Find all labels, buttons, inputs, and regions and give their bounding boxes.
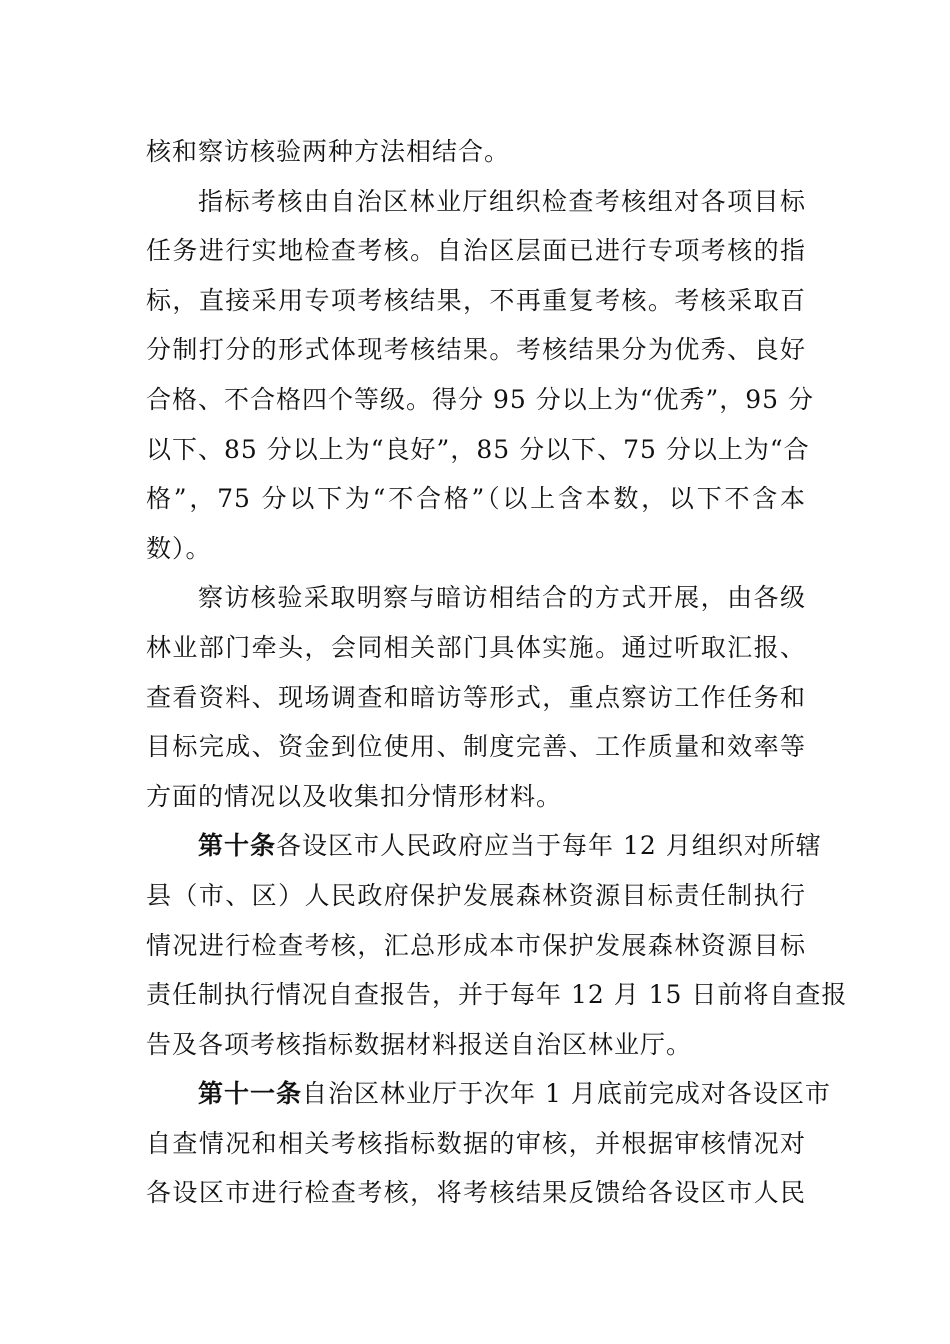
article-text: 自治区林业厅于次年 1 月底前完成对各设区市 xyxy=(302,1079,831,1109)
article-first-line xyxy=(146,1069,831,1119)
body-line: 林业部门牵头，会同相关部门具体实施。通过听取汇报、 xyxy=(146,632,806,662)
body-line: 方面的情况以及收集扣分情形材料。 xyxy=(146,781,563,811)
body-line: 查看资料、现场调查和暗访等形式，重点察访工作任务和 xyxy=(146,682,806,712)
article-text: 各设区市人民政府应当于每年 12 月组织对所辖 xyxy=(276,831,822,861)
document-body xyxy=(146,127,848,1218)
body-line: 合格、不合格四个等级。得分 95 分以上为“优秀”，95 分 xyxy=(146,384,815,414)
body-line: 标，直接采用专项考核结果，不再重复考核。考核采取百 xyxy=(146,285,806,315)
body-line: 县（市、区）人民政府保护发展森林资源目标责任制执行 xyxy=(146,880,806,910)
body-line: 察访核验采取明察与暗访相结合的方式开展，由各级 xyxy=(198,583,806,613)
body-line: 任务进行实地检查考核。自治区层面已进行专项考核的指 xyxy=(146,236,806,266)
body-line: 自查情况和相关考核指标数据的审核，并根据审核情况对 xyxy=(146,1128,806,1158)
body-line: 告及各项考核指标数据材料报送自治区林业厅。 xyxy=(146,1029,693,1059)
body-line: 以下、85 分以上为“良好”，85 分以下、75 分以上为“合 xyxy=(146,434,810,464)
body-line: 目标完成、资金到位使用、制度完善、工作质量和效率等 xyxy=(146,732,806,762)
article-heading: 第十条 xyxy=(198,831,277,861)
body-line: 格”，75 分以下为“不合格”（以上含本数，以下不含本 xyxy=(146,484,806,514)
body-line: 责任制执行情况自查报告，并于每年 12 月 15 日前将自查报 xyxy=(146,980,848,1010)
article-heading: 第十一条 xyxy=(198,1079,303,1109)
body-line: 分制打分的形式体现考核结果。考核结果分为优秀、良好 xyxy=(146,335,806,365)
body-line: 数）。 xyxy=(146,533,212,563)
body-line: 指标考核由自治区林业厅组织检查考核组对各项目标 xyxy=(198,186,806,216)
body-line: 情况进行检查考核，汇总形成本市保护发展森林资源目标 xyxy=(146,930,806,960)
article-first-line xyxy=(146,821,822,871)
body-line: 核和察访核验两种方法相结合。 xyxy=(146,137,511,166)
body-line: 各设区市进行检查考核，将考核结果反馈给各设区市人民 xyxy=(146,1178,806,1208)
